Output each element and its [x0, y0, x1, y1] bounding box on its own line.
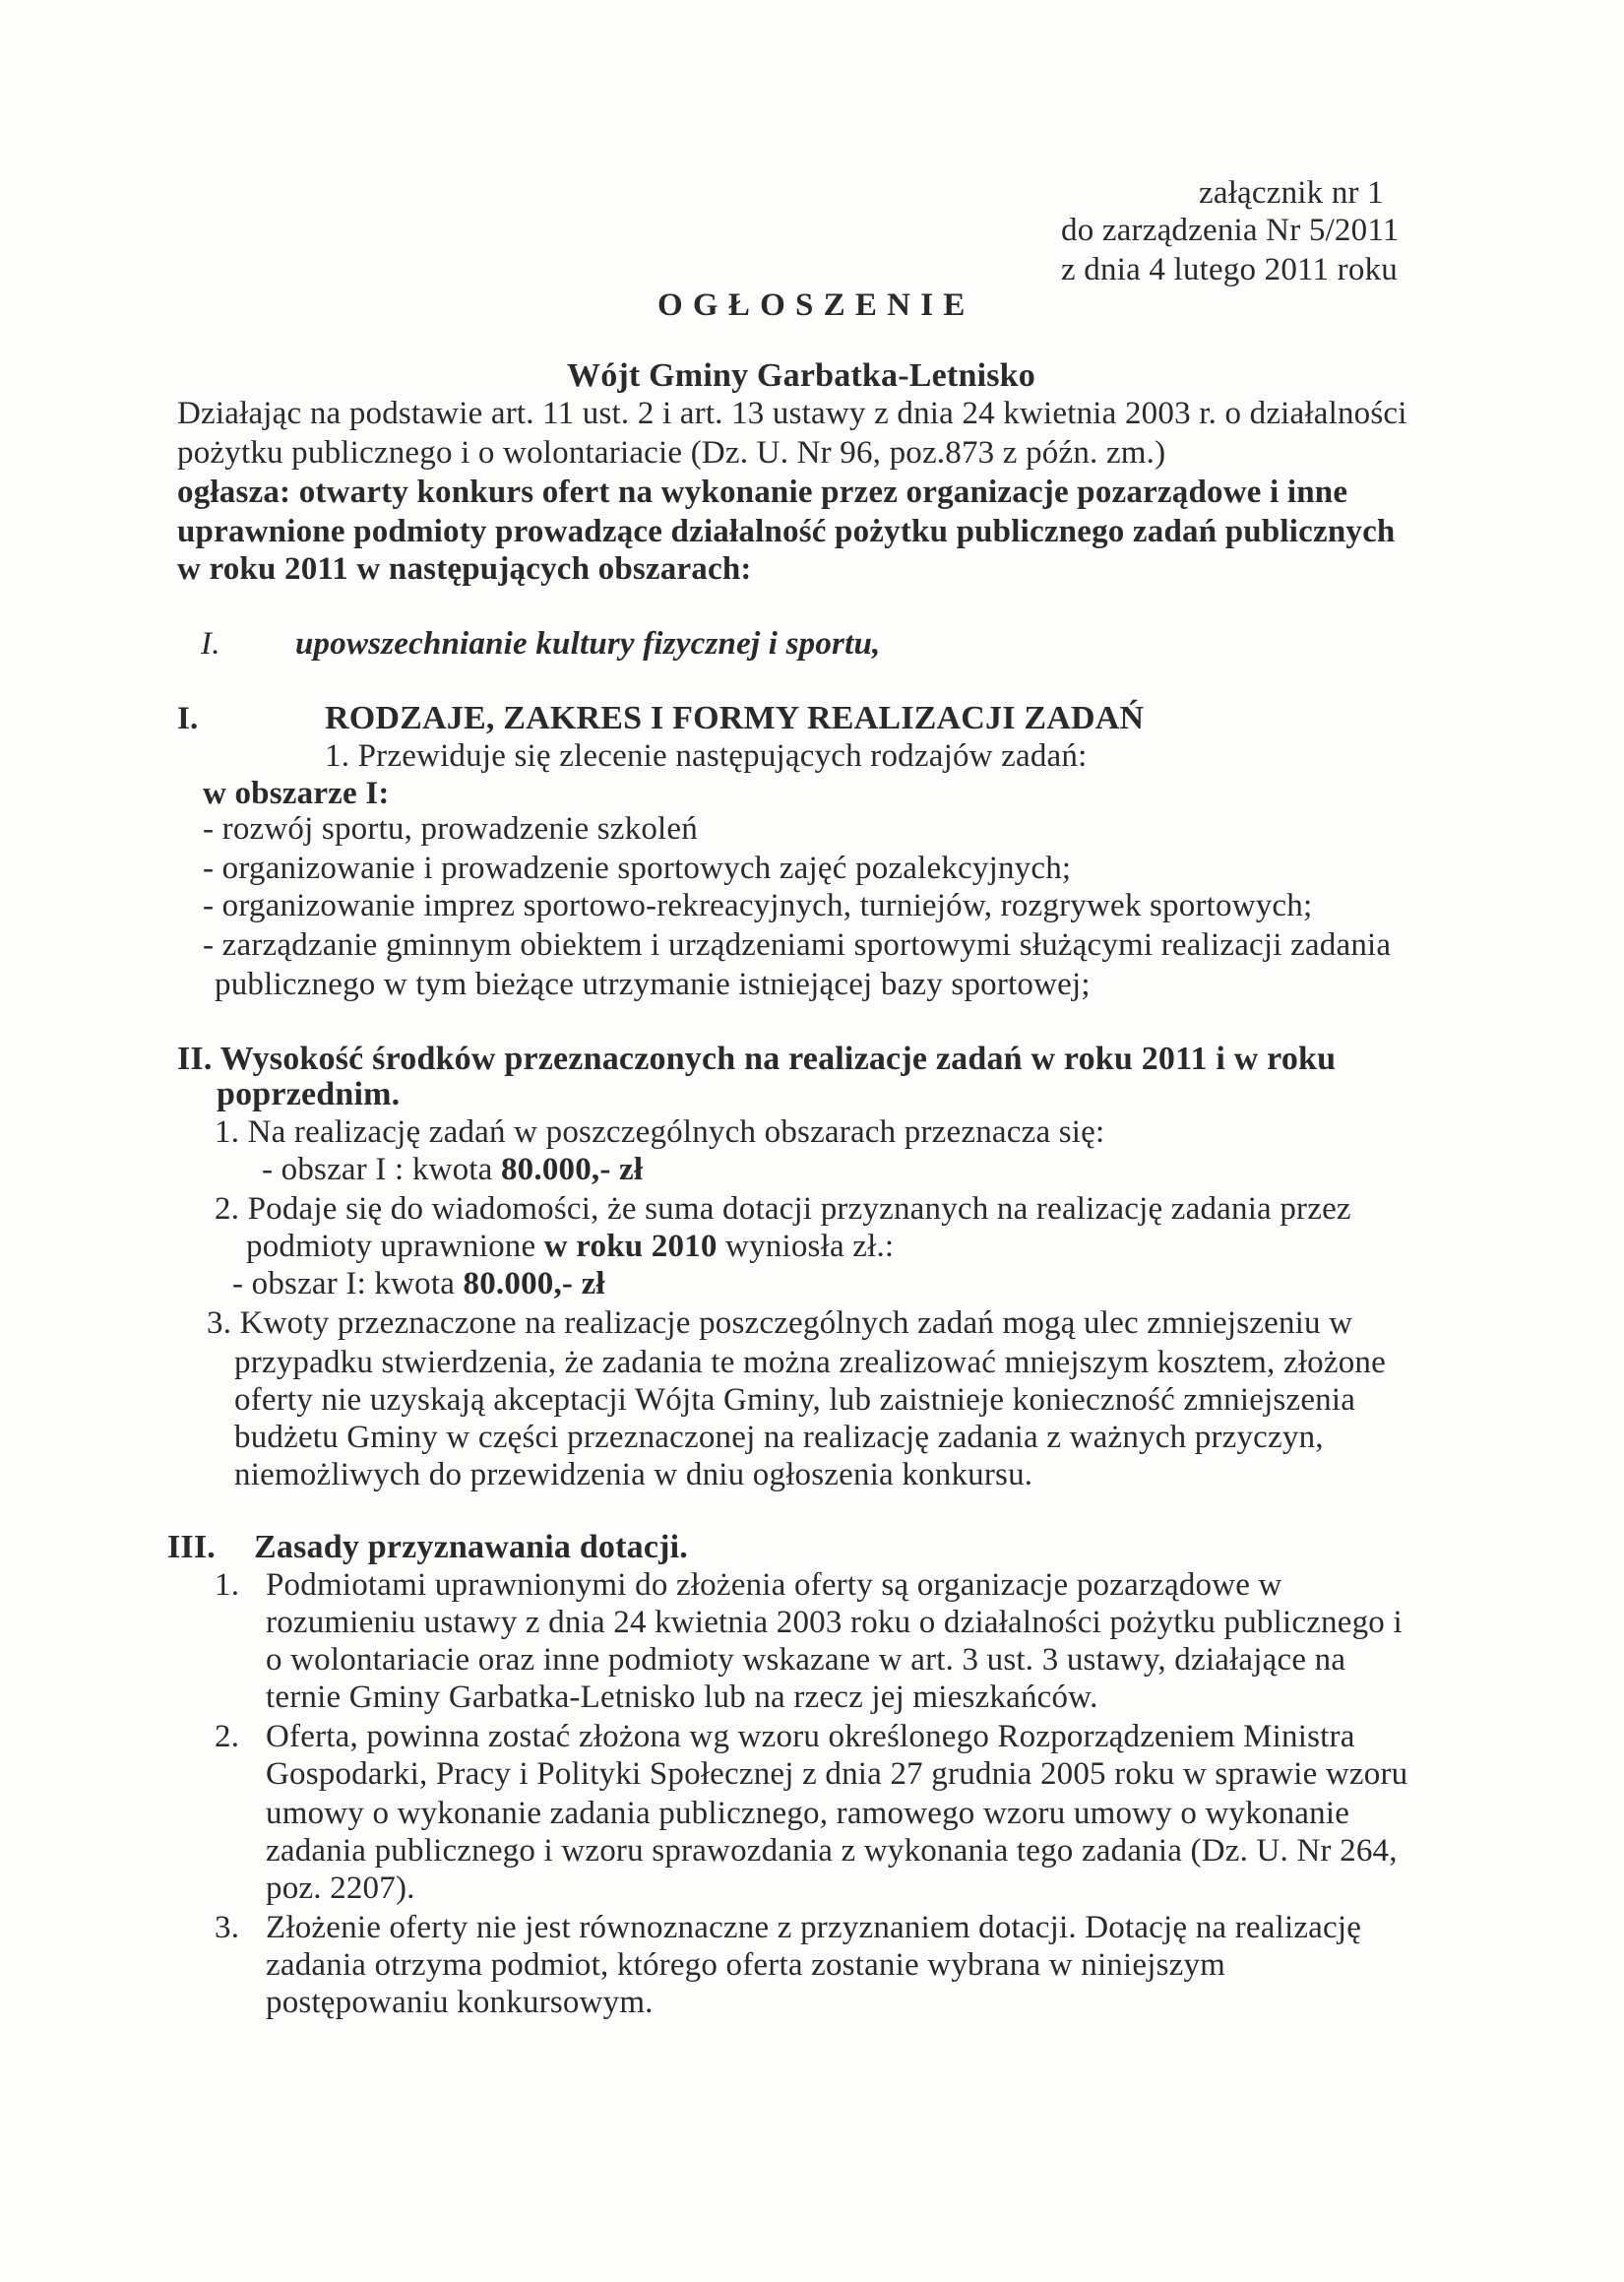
section-1-bullet-4: - zarządzanie gminnym obiektem i urządzeniami sportowymi służącymi realizacji zadania — [203, 927, 1392, 963]
section-3-point-3-number: 3. — [215, 1910, 240, 1945]
section-1-area: w obszarze I: — [203, 776, 390, 811]
section-1-bullet-1: - rozwój sportu, prowadzenie szkoleń — [203, 811, 698, 847]
section-2-point-1: 1. Na realizację zadań w poszczególnych obszarach przeznacza się: — [215, 1114, 1105, 1150]
intro-line-5: w roku 2011 w następujących obszarach: — [177, 551, 752, 587]
section-3-title: Zasady przyznawania dotacji. — [254, 1529, 689, 1565]
section-2-point-3-line-3: oferty nie uzyskają akceptacji Wójta Gminy, lub zaistnieje konieczność zmniejszenia — [234, 1382, 1356, 1418]
attachment-line-3: z dnia 4 lutego 2011 roku — [1061, 252, 1398, 287]
intro-line-4: uprawnione podmioty prowadzące działalność pożytku publicznego zadań publicznych — [177, 514, 1396, 549]
intro-line-3: ogłasza: otwarty konkurs ofert na wykonanie przez organizacje pozarządowe i inne — [177, 475, 1348, 510]
section-3-point-1-line-4: ternie Gminy Garbatka-Letnisko lub na rzecz jej mieszkańców. — [266, 1680, 1098, 1715]
section-2-point-2-cont — [246, 1227, 894, 1266]
section-3-point-3-line-1: Złożenie oferty nie jest równoznaczne z przyznaniem dotacji. Dotację na realizację — [266, 1910, 1362, 1945]
section-3-point-2-number: 2. — [215, 1719, 240, 1754]
section-1-bullet-3: - organizowanie imprez sportowo-rekreacyjnych, turniejów, rozgrywek sportowych; — [203, 888, 1313, 923]
intro-line-2: pożytku publicznego i o wolontariacie (Dz. U. Nr 96, poz.873 z późn. zm.) — [177, 435, 1166, 471]
section-2-point-2-amount: 80.000,- zł — [463, 1266, 605, 1301]
issuer-heading: Wójt Gminy Garbatka-Letnisko — [567, 357, 1035, 394]
section-3-point-2-line-1: Oferta, powinna zostać złożona wg wzoru określonego Rozporządzeniem Ministra — [266, 1719, 1355, 1754]
section-2-point-2: 2. Podaje się do wiadomości, że suma dotacji przyznanych na realizację zadania przez — [215, 1191, 1351, 1227]
section-2-point-2-label: - obszar I: kwota — [232, 1266, 464, 1301]
document-title: O G Ł O S Z E N I E — [657, 287, 967, 323]
section-3-number: III. — [167, 1529, 216, 1565]
area-number: I. — [201, 626, 220, 662]
intro-line-1: Działając na podstawie art. 11 ust. 2 i art. 13 ustawy z dnia 24 kwietnia 2003 r. o działalności — [177, 396, 1407, 431]
section-3-point-3-line-2: zadania otrzyma podmiot, którego oferta zostanie wybrana w niniejszym — [266, 1947, 1226, 1983]
attachment-line-1: załącznik nr 1 — [1199, 175, 1384, 211]
section-2-point-2-year: w roku 2010 — [543, 1229, 718, 1264]
section-3-point-1-number: 1. — [215, 1567, 240, 1603]
section-3-point-2-line-5: poz. 2207). — [266, 1870, 415, 1906]
section-3-point-2-line-4: zadania publicznego i wzoru sprawozdania z wykonania tego zadania (Dz. U. Nr 264, — [266, 1833, 1398, 1869]
section-2-point-1-label: - obszar I : kwota — [262, 1152, 501, 1187]
section-2-point-3-line-1: 3. Kwoty przeznaczone na realizacje poszczególnych zadań mogą ulec zmniejszeniu w — [207, 1305, 1353, 1341]
section-2-point-3-line-2: przypadku stwierdzenia, że zadania te można zrealizować mniejszym kosztem, złożone — [234, 1345, 1386, 1380]
section-2-point-3-line-5: niemożliwych do przewidzenia w dniu ogłoszenia konkursu. — [234, 1457, 1033, 1492]
section-3-point-1-line-1: Podmiotami uprawnionymi do złożenia oferty są organizacje pozarządowe w — [266, 1567, 1282, 1603]
section-2-point-1-amount-line — [262, 1150, 643, 1189]
section-3-point-2-line-3: umowy o wykonanie zadania publicznego, ramowego wzoru umowy o wykonanie — [266, 1796, 1350, 1831]
section-2-point-2-amount-line — [232, 1264, 605, 1303]
section-3-point-1-line-3: o wolontariacie oraz inne podmioty wskazane w art. 3 ust. 3 ustawy, działające na — [266, 1642, 1346, 1678]
section-1-number: I. — [177, 701, 199, 736]
section-3-point-1-line-2: rozumieniu ustawy z dnia 24 kwietnia 2003 roku o działalności pożytku publicznego i — [266, 1605, 1403, 1640]
section-2-title-cont: poprzednim. — [217, 1076, 401, 1112]
section-1-bullet-4-cont: publicznego w tym bieżące utrzymanie istniejącej bazy sportowej; — [215, 967, 1091, 1002]
section-2-point-2-suffix: wyniosła zł.: — [717, 1229, 895, 1264]
area-text: upowszechnianie kultury fizycznej i sportu, — [295, 626, 881, 662]
section-2-title: II. Wysokość środków przeznaczonych na realizacje zadań w roku 2011 i w roku — [177, 1041, 1337, 1077]
attachment-line-2: do zarządzenia Nr 5/2011 — [1061, 213, 1400, 248]
section-3-point-2-line-2: Gospodarki, Pracy i Polityki Społecznej z dnia 27 grudnia 2005 roku w sprawie wzoru — [266, 1756, 1408, 1792]
section-1-point-1: 1. Przewiduje się zlecenie następujących rodzajów zadań: — [325, 738, 1088, 774]
section-2-point-1-amount: 80.000,- zł — [500, 1152, 644, 1187]
section-3-point-3-line-3: postępowaniu konkursowym. — [266, 1985, 654, 2020]
section-2-point-3-line-4: budżetu Gminy w części przeznaczonej na realizację zadania z ważnych przyczyn, — [234, 1420, 1324, 1455]
section-1-bullet-2: - organizowanie i prowadzenie sportowych zajęć pozalekcyjnych; — [203, 851, 1072, 886]
section-1-title: RODZAJE, ZAKRES I FORMY REALIZACJI ZADAŃ — [325, 700, 1145, 736]
section-2-point-2-text: podmioty uprawnione — [246, 1229, 544, 1264]
